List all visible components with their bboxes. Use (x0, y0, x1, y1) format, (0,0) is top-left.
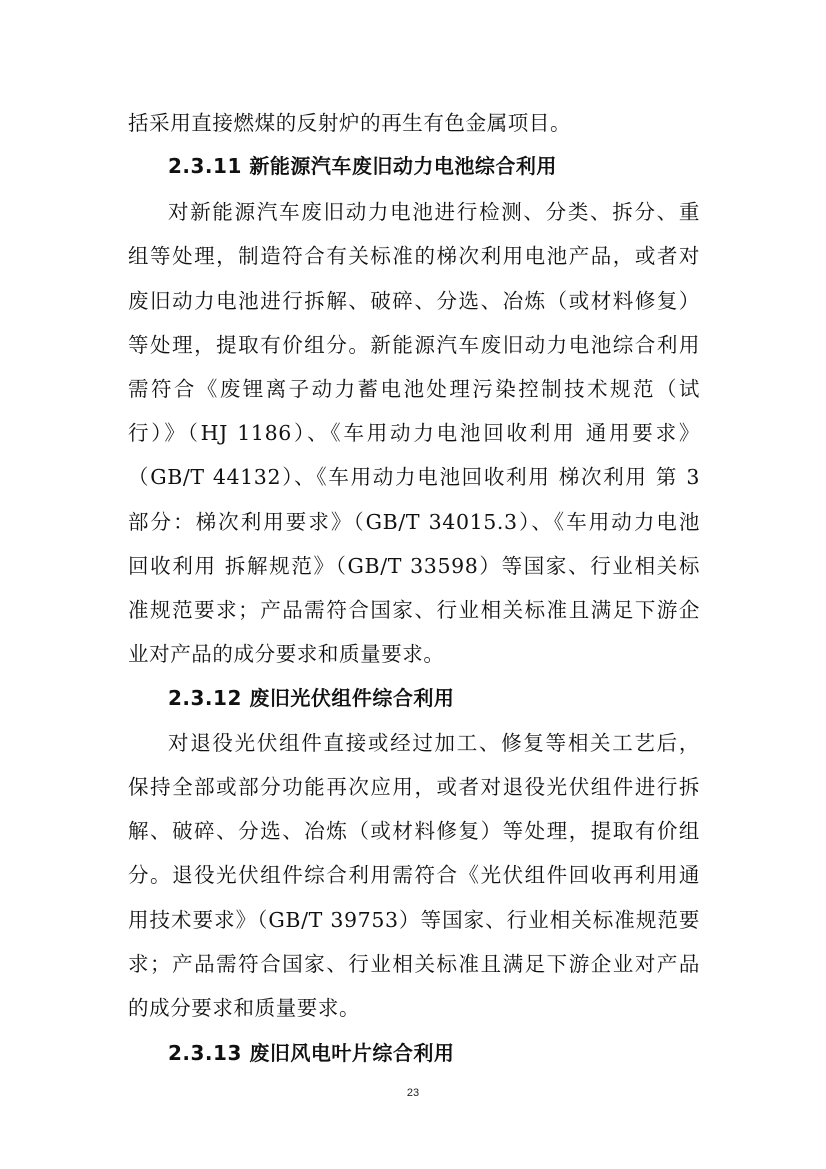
page-number: 23 (406, 1087, 420, 1099)
section-heading-2-3-13: 2.3.13 废旧风电叶片综合利用 (168, 1041, 455, 1065)
paragraph-line: 对新能源汽车废旧动力电池进行检测、分类、拆分、重 (168, 200, 700, 224)
paragraph-line: 解、破碎、分选、冶炼（或材料修复）等处理，提取有价组 (128, 819, 700, 843)
paragraph-line: 废旧动力电池进行拆解、破碎、分选、冶炼（或材料修复） (128, 289, 700, 313)
paragraph-line: 部分：梯次利用要求》（GB/T 34015.3）、《车用动力电池 (128, 510, 700, 534)
paragraph-line: （GB/T 44132）、《车用动力电池回收利用 梯次利用 第 3 (128, 465, 700, 489)
paragraph-line: 括采用直接燃煤的反射炉的再生有色金属项目。 (128, 111, 572, 135)
paragraph-line: 回收利用 拆解规范》（GB/T 33598）等国家、行业相关标 (128, 554, 700, 578)
paragraph-line: 等处理，提取有价组分。新能源汽车废旧动力电池综合利用 (128, 333, 700, 357)
paragraph-line: 需符合《废锂离子动力蓄电池处理污染控制技术规范（试 (128, 377, 700, 401)
paragraph-line: 保持全部或部分功能再次应用，或者对退役光伏组件进行拆 (128, 775, 700, 799)
paragraph-line: 对退役光伏组件直接或经过加工、修复等相关工艺后， (168, 731, 700, 755)
paragraph-line: 的成分要求和质量要求。 (128, 996, 361, 1020)
section-heading-2-3-12: 2.3.12 废旧光伏组件综合利用 (168, 686, 455, 710)
paragraph-line: 分。退役光伏组件综合利用需符合《光伏组件回收再利用通 (128, 863, 700, 887)
paragraph-line: 业对产品的成分要求和质量要求。 (128, 642, 445, 666)
paragraph-line: 准规范要求；产品需符合国家、行业相关标准且满足下游企 (128, 598, 700, 622)
paragraph-line: 用技术要求》（GB/T 39753）等国家、行业相关标准规范要 (128, 908, 700, 932)
paragraph-line: 求；产品需符合国家、行业相关标准且满足下游企业对产品 (128, 952, 700, 976)
section-heading-2-3-11: 2.3.11 新能源汽车废旧动力电池综合利用 (168, 154, 557, 178)
paragraph-line: 组等处理，制造符合有关标准的梯次利用电池产品，或者对 (128, 244, 700, 268)
paragraph-line: 行）》（HJ 1186）、《车用动力电池回收利用 通用要求》 (128, 421, 700, 445)
